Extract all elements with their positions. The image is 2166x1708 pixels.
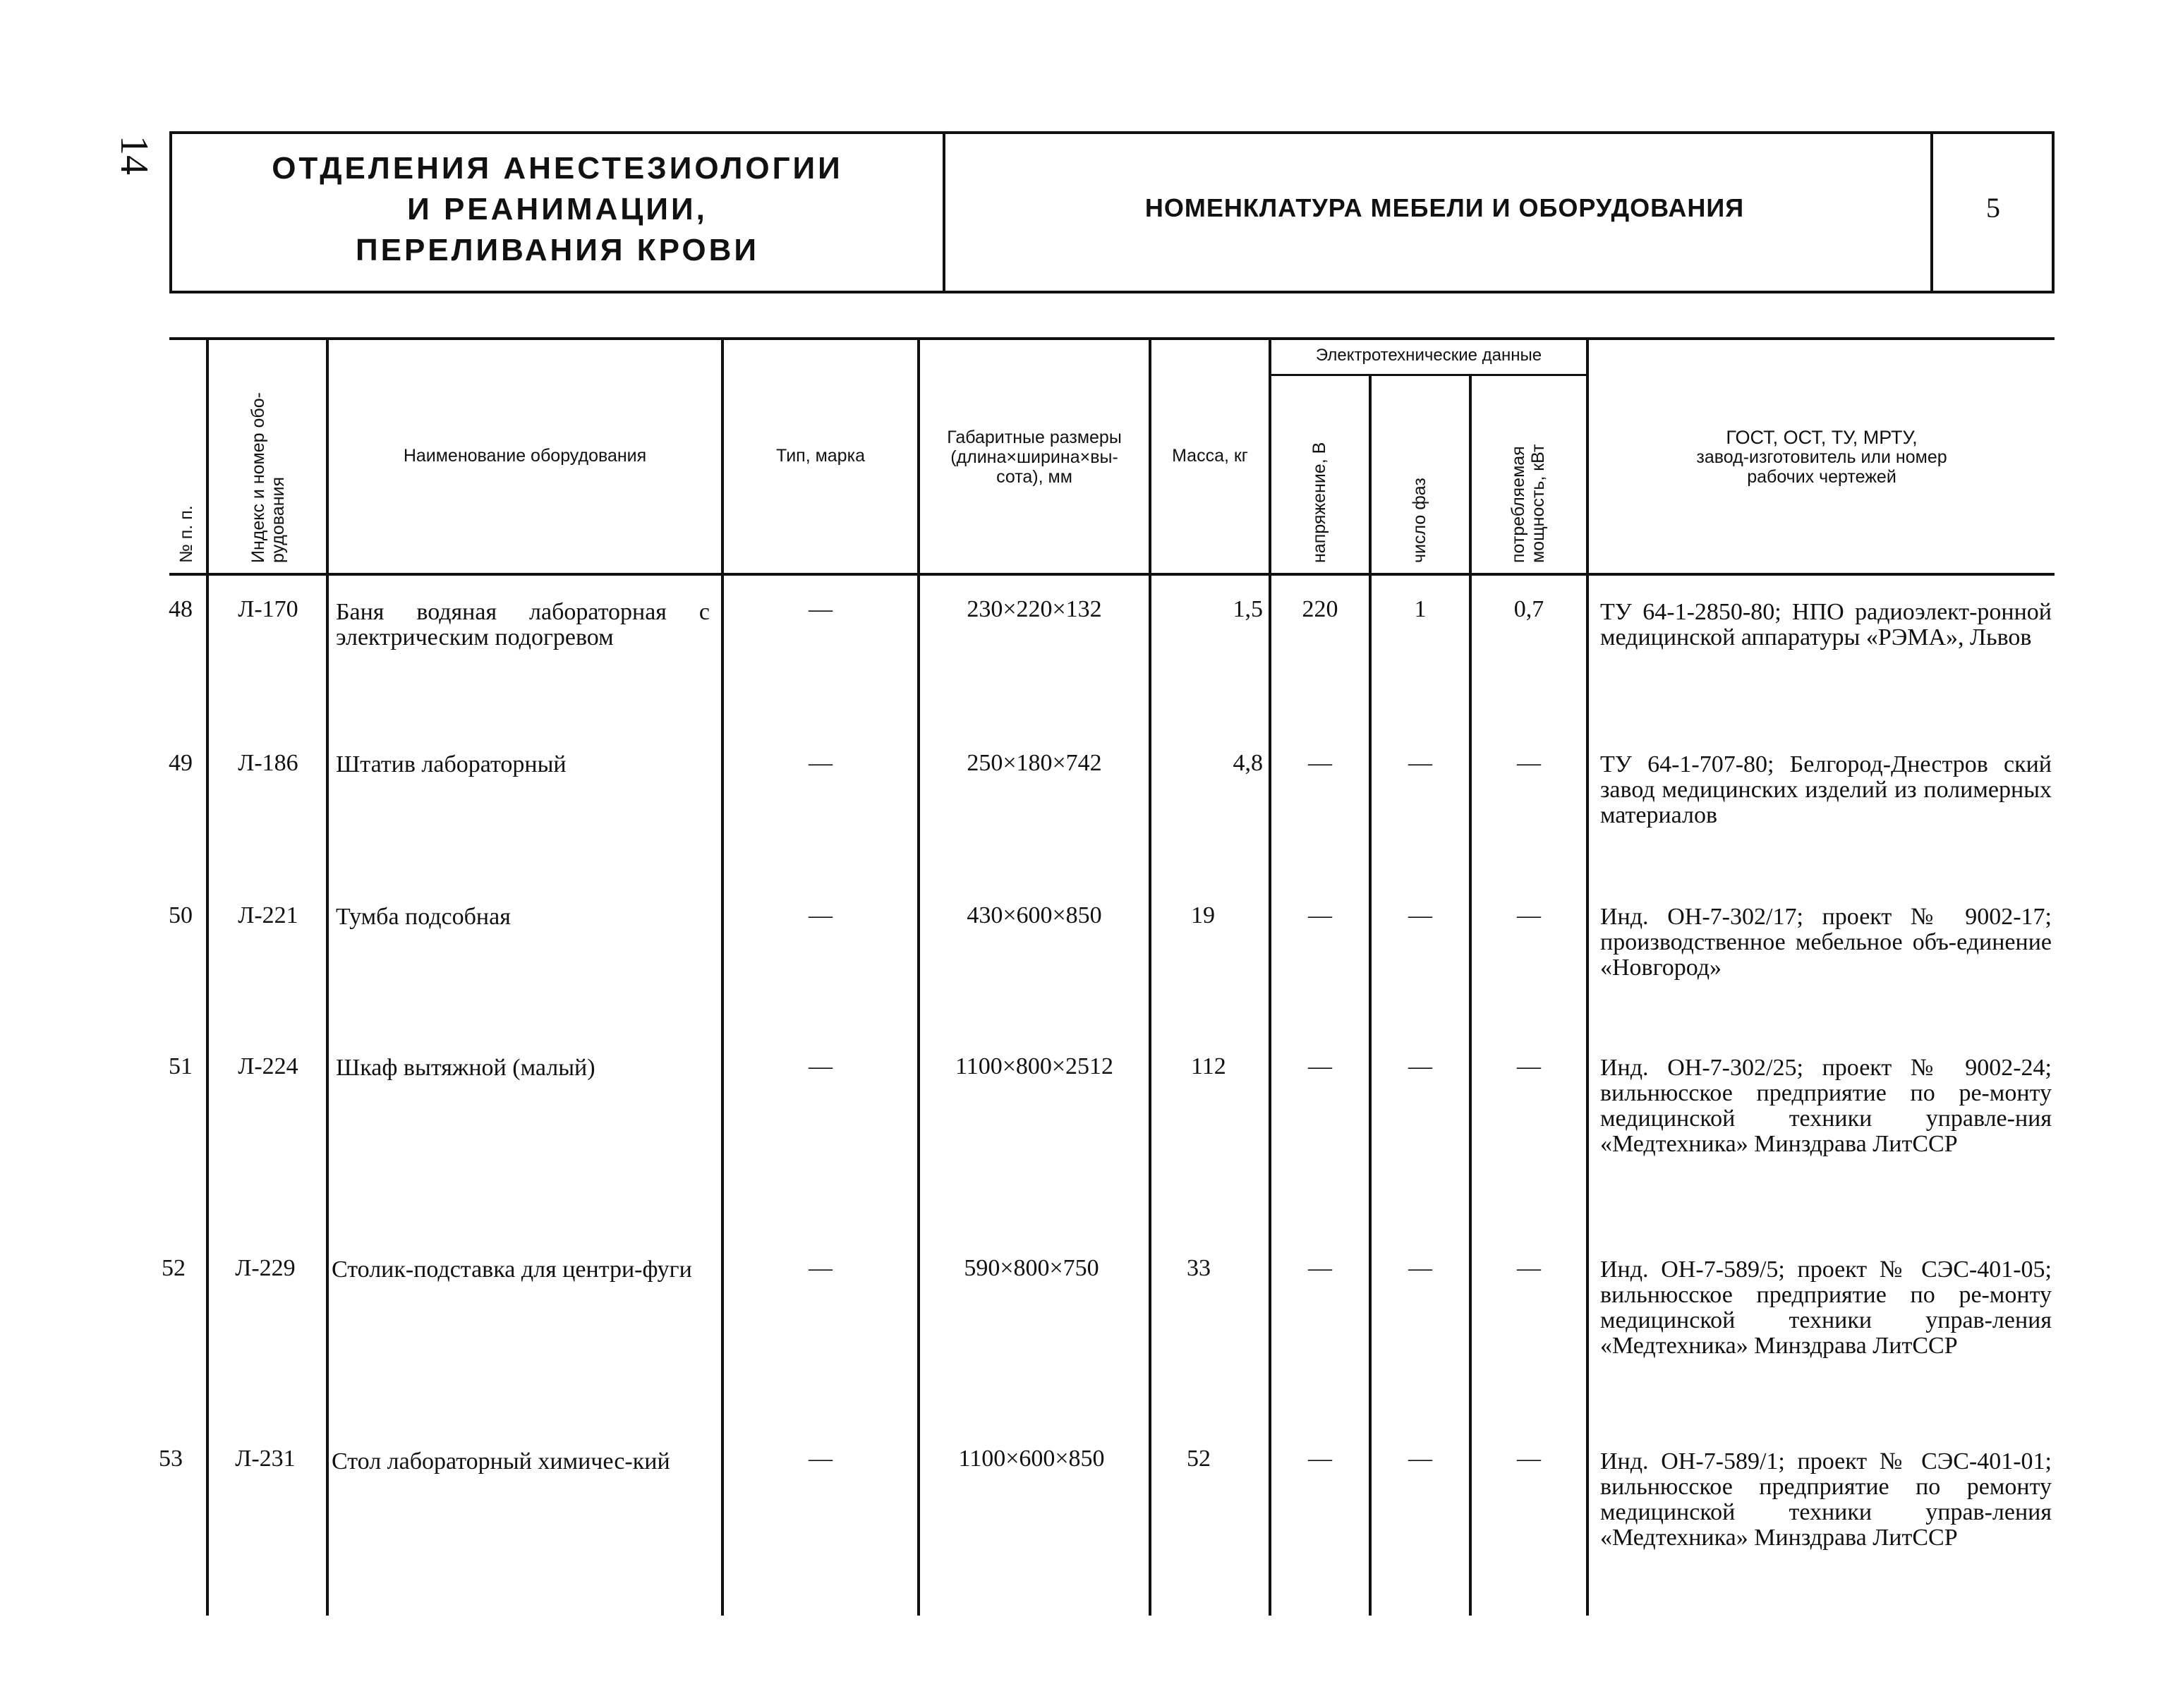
header-power <box>1508 444 1548 563</box>
header-gost <box>1589 428 2055 487</box>
row-mass: 33 <box>1187 1255 1211 1281</box>
header-dims <box>920 428 1149 487</box>
row-num: 50 <box>169 902 193 928</box>
row-type: — <box>809 750 833 776</box>
row-type: — <box>809 1053 833 1079</box>
row-mass: 52 <box>1187 1446 1211 1472</box>
header-gost-line: завод-изготовитель или номер <box>1696 447 1947 467</box>
row-name: Баня водяная лабораторная с электрическим подогревом <box>336 599 710 650</box>
row-num: 51 <box>169 1053 193 1079</box>
department-title-line: ОТДЕЛЕНИЯ АНЕСТЕЗИОЛОГИИ <box>272 151 843 186</box>
row-voltage: — <box>1308 1053 1332 1079</box>
row-num: 49 <box>169 750 193 776</box>
header-power-line: мощность, кВт <box>1528 444 1548 563</box>
row-gost: ТУ 64-1-707-80; Белгород-Днестров ский завод медицинских изделий из полимерных материалов <box>1600 751 2052 828</box>
row-power: — <box>1517 1053 1541 1079</box>
row-type: — <box>809 902 833 928</box>
header-index <box>248 392 288 563</box>
header-dims-line: сота), мм <box>996 467 1072 487</box>
row-name: Штатив лабораторный <box>336 751 567 777</box>
row-name: Шкаф вытяжной (малый) <box>336 1055 595 1081</box>
row-phases: — <box>1408 1053 1432 1079</box>
row-voltage: — <box>1308 750 1332 776</box>
department-title <box>176 148 938 271</box>
row-phases: — <box>1408 902 1432 928</box>
row-phases: — <box>1408 1446 1432 1472</box>
header-gost-line: рабочих чертежей <box>1747 467 1896 487</box>
row-dims: 1100×600×850 <box>958 1446 1105 1472</box>
row-mass: 19 <box>1191 902 1215 928</box>
row-power: — <box>1517 1255 1541 1281</box>
row-phases: 1 <box>1414 596 1427 622</box>
row-voltage: 220 <box>1302 596 1338 622</box>
department-title-line: И РЕАНИМАЦИИ, <box>407 192 708 226</box>
row-num: 53 <box>159 1446 183 1472</box>
row-mass: 112 <box>1191 1053 1226 1079</box>
row-power: 0,7 <box>1513 596 1544 622</box>
row-power: — <box>1517 902 1541 928</box>
row-index: Л-170 <box>238 596 298 622</box>
row-phases: — <box>1408 1255 1432 1281</box>
row-gost: Инд. ОН-7-302/25; проект № 9002-24; вильнюсское предприятие по ре-монту медицинской техники управле-ния «Медтехника» Минздрава ЛитССР <box>1600 1055 2052 1157</box>
row-index: Л-186 <box>238 750 298 776</box>
row-voltage: — <box>1308 1255 1332 1281</box>
row-mass: 4,8 <box>1233 750 1263 776</box>
row-name: Столик-подставка для центри-фуги <box>332 1256 692 1283</box>
row-mass: 1,5 <box>1233 596 1263 622</box>
row-type: — <box>809 596 833 622</box>
header-gost-line: ГОСТ, ОСТ, ТУ, МРТУ, <box>1726 427 1918 448</box>
row-name: Тумба подсобная <box>336 904 511 930</box>
sheet-number: 5 <box>1986 192 2000 224</box>
department-title-line: ПЕРЕЛИВАНИЯ КРОВИ <box>355 233 760 267</box>
row-type: — <box>809 1255 833 1281</box>
header-electrical-group: Электротехнические данные <box>1315 346 1542 365</box>
header-type: Тип, марка <box>776 446 865 466</box>
row-voltage: — <box>1308 902 1332 928</box>
page-number: 14 <box>112 135 156 175</box>
row-num: 48 <box>169 596 193 622</box>
row-dims: 430×600×850 <box>967 902 1102 928</box>
row-gost: Инд. ОН-7-589/1; проект № СЭС-401-01; вильнюсское предприятие по ремонту медицинской техники управ-ления «Медтехника» Минздрава ЛитССР <box>1600 1448 2052 1551</box>
row-name: Стол лабораторный химичес-кий <box>332 1448 670 1474</box>
row-gost: Инд. ОН-7-589/5; проект № СЭС-401-05; вильнюсское предприятие по ре-монту медицинской техники управ-ления «Медтехника» Минздрава ЛитССР <box>1600 1256 2052 1359</box>
row-num: 52 <box>162 1255 186 1281</box>
row-phases: — <box>1408 750 1432 776</box>
header-voltage: напряжение, В <box>1309 442 1329 563</box>
row-index: Л-231 <box>235 1446 296 1472</box>
section-title: НОМЕНКЛАТУРА МЕБЕЛИ И ОБОРУДОВАНИЯ <box>1144 193 1745 222</box>
header-index-line: рудования <box>268 477 288 563</box>
header-mass: Масса, кг <box>1172 446 1248 466</box>
header-phases: число фаз <box>1410 478 1429 563</box>
row-power: — <box>1517 750 1541 776</box>
row-dims: 1100×800×2512 <box>955 1053 1114 1079</box>
row-dims: 230×220×132 <box>967 596 1102 622</box>
row-gost: ТУ 64-1-2850-80; НПО радиоэлект-ронной медицинской аппаратуры «РЭМА», Львов <box>1600 599 2052 650</box>
row-type: — <box>809 1446 833 1472</box>
row-index: Л-221 <box>238 902 298 928</box>
header-dims-line: (длина×ширина×вы- <box>950 447 1118 467</box>
row-index: Л-229 <box>235 1255 296 1281</box>
row-index: Л-224 <box>238 1053 298 1079</box>
row-gost: Инд. ОН-7-302/17; проект № 9002-17; производственное мебельное объ-единение «Новгород» <box>1600 904 2052 981</box>
row-voltage: — <box>1308 1446 1332 1472</box>
row-dims: 590×800×750 <box>964 1255 1099 1281</box>
header-index-line: Индекс и номер обо- <box>248 392 268 563</box>
header-dims-line: Габаритные размеры <box>947 428 1122 447</box>
header-power-line: потребляемая <box>1508 446 1528 563</box>
row-power: — <box>1517 1446 1541 1472</box>
header-name: Наименование оборудования <box>403 446 647 466</box>
row-dims: 250×180×742 <box>967 750 1102 776</box>
header-num: № п. п. <box>176 505 196 563</box>
